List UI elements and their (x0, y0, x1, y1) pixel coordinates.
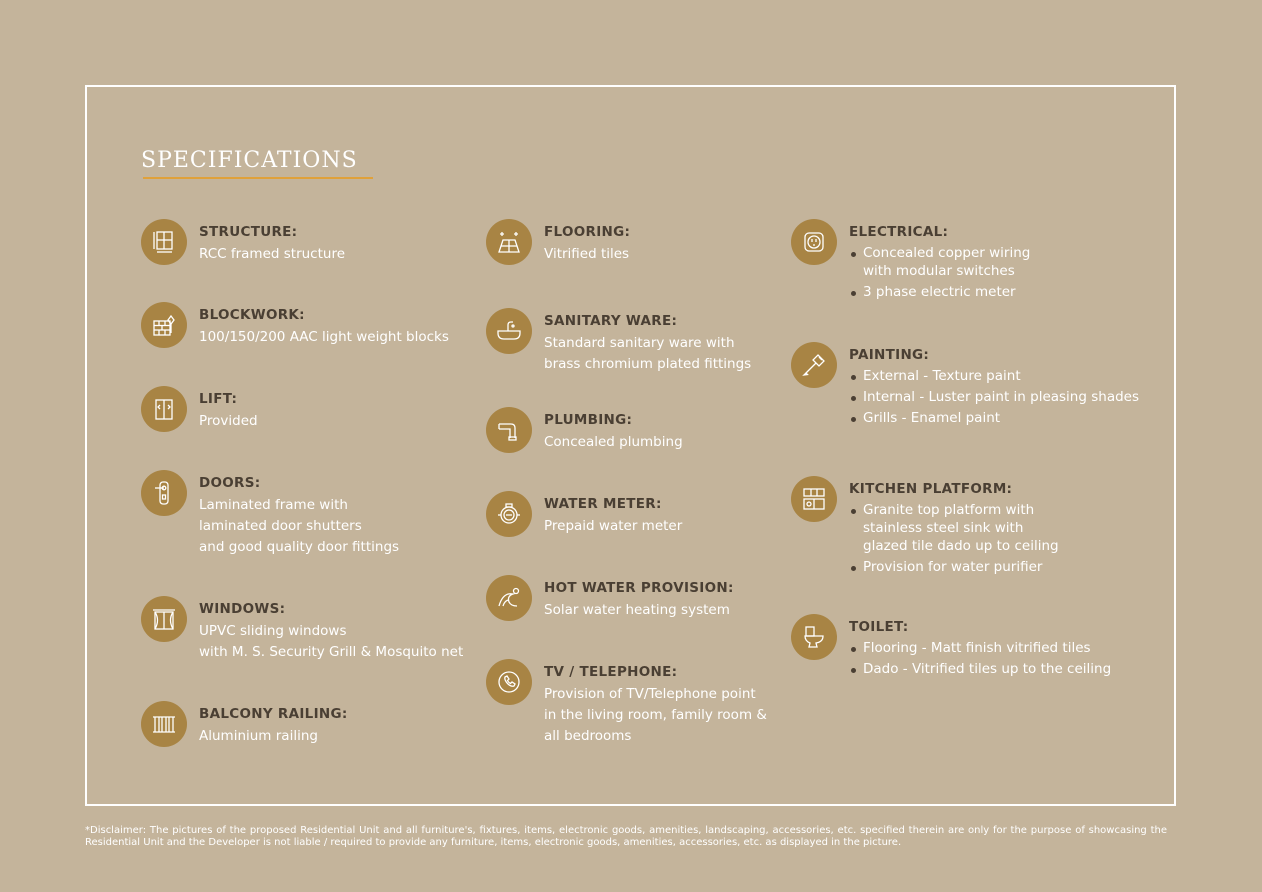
spec-heading: KITCHEN PLATFORM: (849, 481, 1013, 497)
spec-text: and good quality door fittings (199, 539, 400, 555)
spec-text: with M. S. Security Grill & Mosquito net (199, 644, 464, 660)
bullet-text: Flooring - Matt finish vitrified tiles (863, 640, 1091, 656)
spec-text: Prepaid water meter (544, 518, 683, 534)
spec-text: Solar water heating system (544, 602, 730, 618)
title-underline (143, 177, 373, 179)
window-icon (141, 596, 187, 642)
spec-text: Vitrified tiles (544, 246, 630, 262)
spec-text: Standard sanitary ware with (544, 335, 735, 351)
spec-text: Provision of TV/Telephone point (544, 686, 756, 702)
bullet-text: with modular switches (863, 263, 1015, 279)
hot-water-icon (486, 575, 532, 621)
bullet-item (849, 388, 1149, 406)
paint-brush-icon (791, 342, 837, 388)
spec-text: Concealed plumbing (544, 434, 683, 450)
spec-heading: DOORS: (199, 475, 261, 491)
bullet-text: stainless steel sink with (863, 520, 1024, 536)
spec-text: Provided (199, 413, 258, 429)
bullet-text: Grills - Enamel paint (863, 410, 1001, 426)
spec-heading: WATER METER: (544, 496, 662, 512)
spec-heading: SANITARY WARE: (544, 313, 678, 329)
railing-icon (141, 701, 187, 747)
tiles-icon (486, 219, 532, 265)
spec-text: all bedrooms (544, 728, 632, 744)
brick-wall-icon (141, 302, 187, 348)
bullet-text: Internal - Luster paint in pleasing shades (863, 389, 1139, 405)
bathtub-icon (486, 308, 532, 354)
spec-heading: STRUCTURE: (199, 224, 298, 240)
spec-heading: PLUMBING: (544, 412, 633, 428)
bullet-text: 3 phase electric meter (863, 284, 1016, 300)
spec-heading: TV / TELEPHONE: (544, 664, 678, 680)
bullet-text: Concealed copper wiring (863, 245, 1031, 261)
door-handle-icon (141, 470, 187, 516)
spec-heading: TOILET: (849, 619, 909, 635)
bullet-text: Dado - Vitrified tiles up to the ceiling (863, 661, 1112, 677)
spec-text: Laminated frame with (199, 497, 348, 513)
bullet-item (849, 639, 1149, 657)
bullet-item (849, 283, 1149, 301)
spec-heading: HOT WATER PROVISION: (544, 580, 734, 596)
disclaimer: *Disclaimer: The pictures of the proposed Residential Unit and all furniture's, fixtures, items, electronic goods, amenities, landscaping, accessories, etc. specified therein are only for the purpose of showcasing the Residential Unit and the Developer is not liable / required to provide any furniture, items, electronic goods, amenities, accessories, etc. as displayed in the picture. (85, 825, 1167, 848)
spec-heading: PAINTING: (849, 347, 930, 363)
bullet-text: External - Texture paint (863, 368, 1021, 384)
water-meter-icon (486, 491, 532, 537)
bullet-text: Provision for water purifier (863, 559, 1043, 575)
kitchen-icon (791, 476, 837, 522)
spec-heading: FLOORING: (544, 224, 631, 240)
structure-icon (141, 219, 187, 265)
page-title: SPECIFICATIONS (141, 148, 358, 173)
bullet-item (849, 558, 1149, 576)
bullet-text: glazed tile dado up to ceiling (863, 538, 1059, 554)
bullet-item (849, 501, 1149, 555)
telephone-icon (486, 659, 532, 705)
spec-text: Aluminium railing (199, 728, 318, 744)
spec-text: RCC framed structure (199, 246, 346, 262)
toilet-icon (791, 614, 837, 660)
spec-text: UPVC sliding windows (199, 623, 347, 639)
bullet-text: Granite top platform with (863, 502, 1035, 518)
spec-text: laminated door shutters (199, 518, 362, 534)
spec-text: 100/150/200 AAC light weight blocks (199, 329, 449, 345)
spec-text: brass chromium plated fittings (544, 356, 752, 372)
spec-heading: BLOCKWORK: (199, 307, 305, 323)
bullet-item (849, 367, 1149, 385)
spec-heading: BALCONY RAILING: (199, 706, 348, 722)
bullet-item (849, 244, 1149, 280)
spec-heading: ELECTRICAL: (849, 224, 949, 240)
pipe-icon (486, 407, 532, 453)
power-socket-icon (791, 219, 837, 265)
lift-icon (141, 386, 187, 432)
spec-heading: WINDOWS: (199, 601, 286, 617)
spec-text: in the living room, family room & (544, 707, 767, 723)
spec-heading: LIFT: (199, 391, 238, 407)
bullet-item (849, 660, 1149, 678)
bullet-item (849, 409, 1149, 427)
